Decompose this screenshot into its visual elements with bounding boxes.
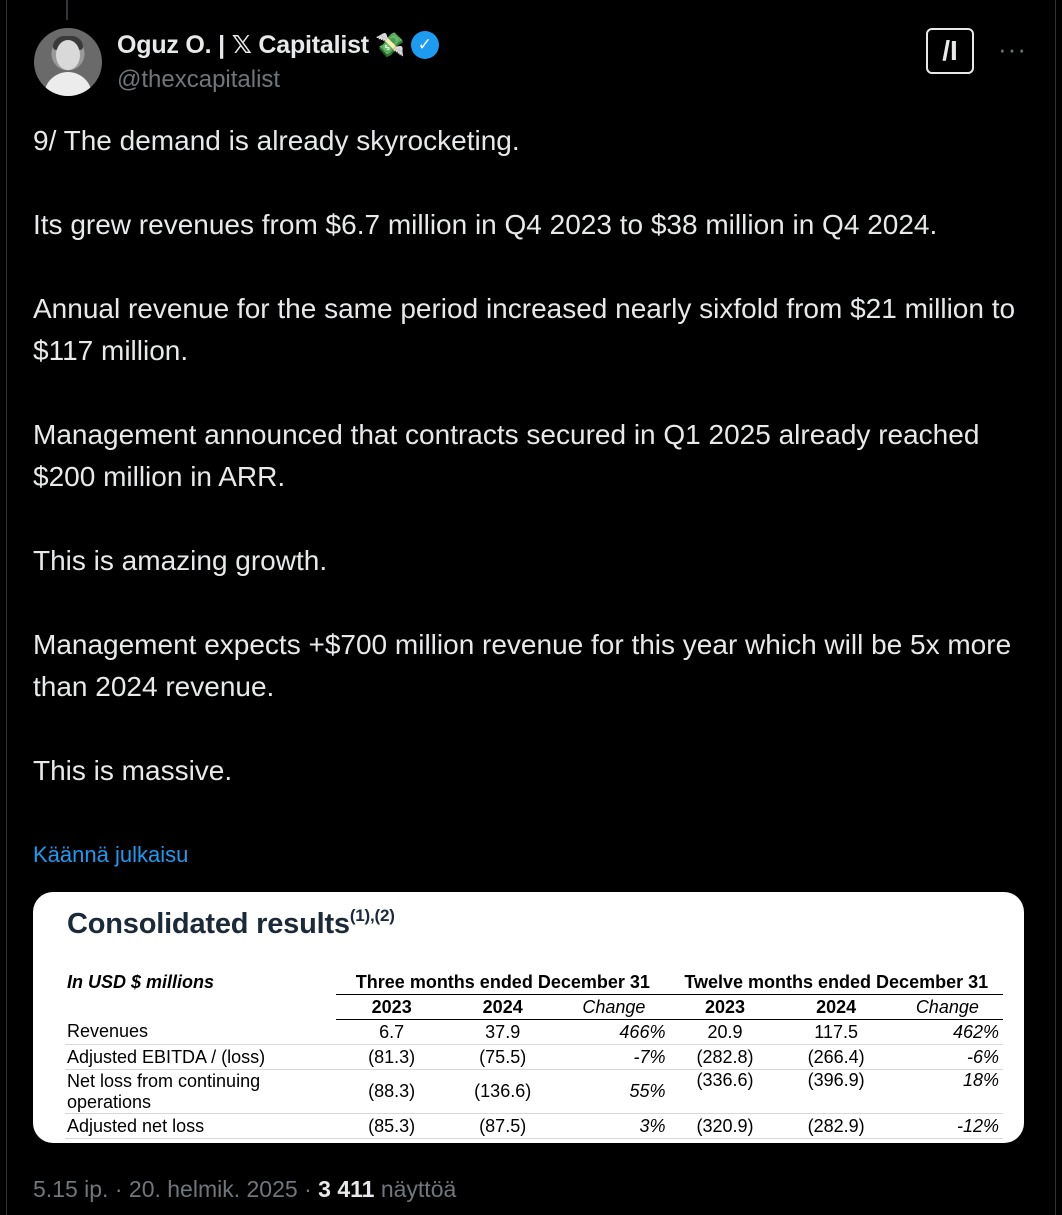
table-cell: (136.6): [447, 1070, 558, 1114]
table-cell: (81.3): [336, 1045, 447, 1070]
group-header-twelve-months: Twelve months ended December 31: [669, 970, 1003, 995]
table-cell: (282.9): [781, 1114, 892, 1139]
sub-header-cell: 2023: [336, 995, 447, 1020]
view-count-label: näyttöä: [380, 1176, 457, 1202]
table-cell: 117.5: [781, 1020, 892, 1045]
grok-button[interactable]: /I: [926, 28, 974, 74]
sub-header-cell: 2024: [781, 995, 892, 1020]
sub-header-empty: [65, 995, 336, 1020]
table-cell: -7%: [558, 1045, 669, 1070]
avatar-head: [56, 40, 80, 70]
table-row: [65, 1045, 1003, 1070]
view-count: 3 411: [318, 1176, 375, 1202]
post-time[interactable]: 5.15 ip.: [33, 1176, 109, 1202]
table-cell: (85.3): [336, 1114, 447, 1139]
sub-header-cell: 2023: [669, 995, 780, 1020]
group-header-three-months: Three months ended December 31: [336, 970, 669, 995]
table-cell: 6.7: [336, 1020, 447, 1045]
table-cell: 466%: [558, 1020, 669, 1045]
thread-connector-line: [66, 0, 68, 20]
table-cell: (75.5): [447, 1045, 558, 1070]
card-title: [67, 908, 395, 941]
tweet-text: [33, 120, 1023, 834]
row-label: Net loss from continuing operations: [65, 1070, 336, 1114]
avatar-body: [44, 72, 92, 96]
left-border: [6, 0, 7, 1215]
more-options-icon[interactable]: ···: [998, 34, 1027, 64]
table-cell: -6%: [892, 1045, 1003, 1070]
card-title-footnote: (1),(2): [349, 906, 395, 925]
table-cell: (282.8): [669, 1045, 780, 1070]
table-cell: (88.3): [336, 1070, 447, 1114]
author-handle[interactable]: @thexcapitalist: [117, 66, 281, 93]
right-border: [1055, 0, 1056, 1215]
tweet-paragraph: Annual revenue for the same period increased nearly sixfold from $21 million to $117 million.: [33, 293, 1016, 366]
tweet-meta: [33, 1176, 456, 1203]
tweet-paragraph: This is massive.: [33, 755, 233, 786]
tweet-paragraph: 9/ The demand is already skyrocketing.: [33, 125, 520, 156]
translate-post-link[interactable]: Käännä julkaisu: [33, 842, 189, 867]
table-cell: 20.9: [669, 1020, 780, 1045]
tweet-paragraph: Management expects +$700 million revenue for this year which will be 5x more than 2024 revenue.: [33, 629, 1012, 702]
attached-image-card[interactable]: [33, 892, 1024, 1143]
avatar[interactable]: [34, 28, 102, 96]
sub-header-cell: Change: [558, 995, 669, 1020]
meta-separator: ·: [304, 1176, 312, 1202]
table-cell: 18%: [892, 1070, 1003, 1114]
table-cell: 55%: [558, 1070, 669, 1114]
verified-badge-icon[interactable]: ✓: [411, 31, 439, 59]
tweet-paragraph: This is amazing growth.: [33, 545, 328, 576]
table-group-header-row: [65, 970, 1003, 995]
money-emoji-icon: 💸: [374, 31, 405, 59]
table-row: [65, 1114, 1003, 1139]
card-title-text: Consolidated results: [67, 908, 350, 940]
tweet-paragraph: Management announced that contracts secured in Q1 2025 already reached $200 million in ARR.: [33, 419, 980, 492]
table-row: [65, 1070, 1003, 1114]
sub-header-cell: 2024: [447, 995, 558, 1020]
row-label: Revenues: [65, 1020, 336, 1045]
tweet-paragraph: Its grew revenues from $6.7 million in Q4 2023 to $38 million in Q4 2024.: [33, 209, 938, 240]
author-name-row[interactable]: [117, 30, 439, 60]
table-cell: (336.6): [669, 1070, 780, 1114]
results-table: [65, 970, 1003, 1139]
row-label: Adjusted net loss: [65, 1114, 336, 1139]
table-cell: 37.9: [447, 1020, 558, 1045]
unit-label: In USD $ millions: [67, 971, 215, 992]
table-cell: 462%: [892, 1020, 1003, 1045]
table-row: [65, 1020, 1003, 1045]
table-cell: (320.9): [669, 1114, 780, 1139]
table-cell: (266.4): [781, 1045, 892, 1070]
post-date[interactable]: 20. helmik. 2025: [128, 1176, 298, 1202]
table-sub-header-row: [65, 995, 1003, 1020]
table-cell: (87.5): [447, 1114, 558, 1139]
meta-separator: ·: [114, 1176, 123, 1202]
table-cell: -12%: [892, 1114, 1003, 1139]
table-cell: 3%: [558, 1114, 669, 1139]
table-cell: (396.9): [781, 1070, 892, 1114]
row-label: Adjusted EBITDA / (loss): [65, 1045, 336, 1070]
sub-header-cell: Change: [892, 995, 1003, 1020]
author-display-name[interactable]: Oguz O. | 𝕏 Capitalist: [117, 31, 369, 59]
